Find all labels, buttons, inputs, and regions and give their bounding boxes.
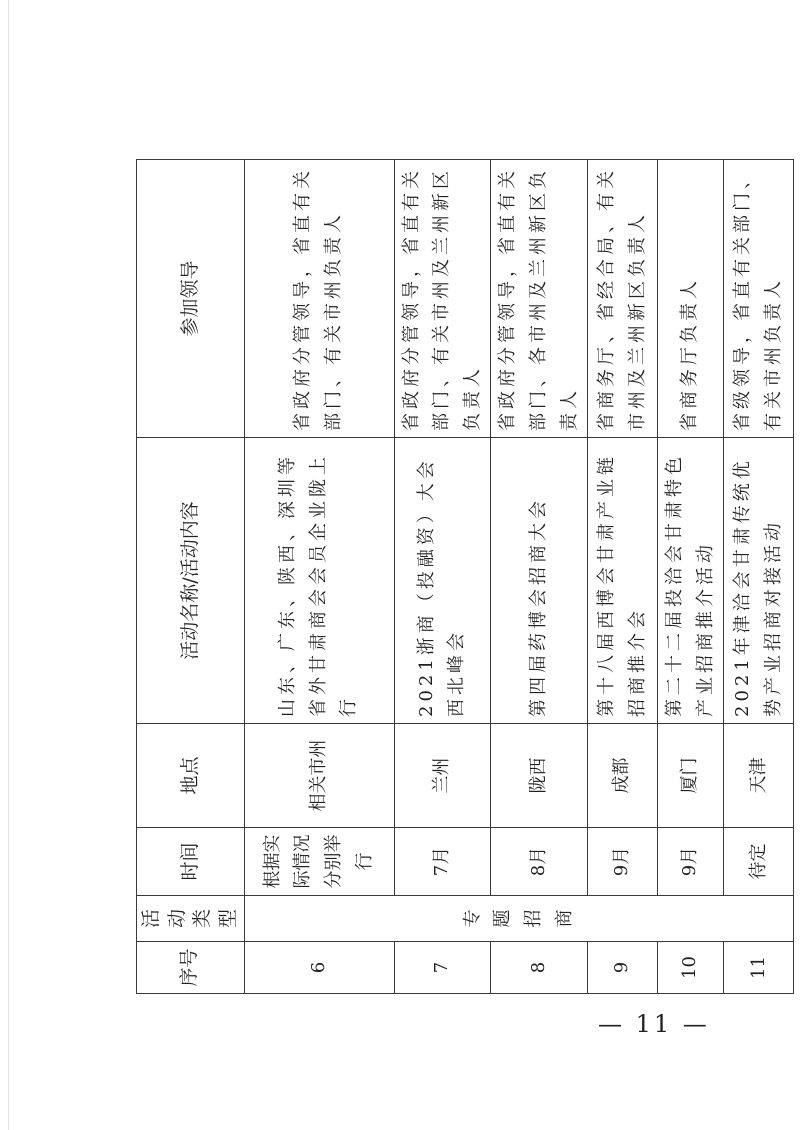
header-name: 活动名称/活动内容: [137, 438, 245, 724]
cell-time: 待定: [724, 828, 794, 896]
table-row: [658, 160, 724, 994]
cell-leaders: 省商务厅、省经合局、有关市州及兰州新区负责人: [588, 160, 658, 438]
cell-leaders: 省政府分管领导，省直有关部门、有关市州负责人: [244, 160, 394, 438]
cell-name: 2021年津洽会甘肃传统优势产业招商对接活动: [724, 438, 794, 724]
cell-name: 第二十二届投洽会甘肃特色产业招商推介活动: [658, 438, 724, 724]
cell-place: 相关市州: [244, 724, 394, 828]
cell-place: 陇西: [491, 724, 588, 828]
cell-seq: 9: [588, 942, 658, 994]
cell-seq: 7: [394, 942, 491, 994]
cell-place: 天津: [724, 724, 794, 828]
table-row: [244, 160, 394, 994]
cell-seq: 10: [658, 942, 724, 994]
cell-name: 2021浙商（投融资）大会西北峰会: [394, 438, 491, 724]
cell-time: 8月: [491, 828, 588, 896]
page-edge-line: [8, 0, 9, 1130]
cell-time: 9月: [588, 828, 658, 896]
header-place: 地点: [137, 724, 245, 828]
table-row: [491, 160, 588, 994]
header-time: 时间: [137, 828, 245, 896]
page-number: — 11 —: [598, 1010, 710, 1038]
header-type: 活动类型: [137, 896, 245, 942]
cell-time: 7月: [394, 828, 491, 896]
cell-seq: 8: [491, 942, 588, 994]
table-row: [394, 160, 491, 994]
cell-leaders: 省商务厅负责人: [658, 160, 724, 438]
header-seq: 序号: [137, 942, 245, 994]
table-row: [588, 160, 658, 994]
table-row: [724, 160, 794, 994]
rotated-table-container: [136, 160, 784, 994]
cell-leaders: 省政府分管领导，省直有关部门、有关市州及兰州新区负责人: [394, 160, 491, 438]
activity-table: [136, 159, 794, 994]
cell-place: 厦门: [658, 724, 724, 828]
cell-leaders: 省级领导，省直有关部门、有关市州负责人: [724, 160, 794, 438]
cell-name: 山东、广东、陕西、深圳等省外甘肃商会会员企业陇上行: [244, 438, 394, 724]
cell-name: 第十八届西博会甘肃产业链招商推介会: [588, 438, 658, 724]
cell-type-group: 专题招商: [244, 896, 794, 942]
cell-seq: 6: [244, 942, 394, 994]
cell-seq: 11: [724, 942, 794, 994]
cell-time: 9月: [658, 828, 724, 896]
cell-leaders: 省政府分管领导，省直有关部门、各市州及兰州新区负责人: [491, 160, 588, 438]
cell-name: 第四届药博会招商大会: [491, 438, 588, 724]
cell-place: 成都: [588, 724, 658, 828]
cell-time: 根据实际情况分别举行: [244, 828, 394, 896]
header-leaders: 参加领导: [137, 160, 245, 438]
table-header-row: [137, 160, 245, 994]
cell-place: 兰州: [394, 724, 491, 828]
